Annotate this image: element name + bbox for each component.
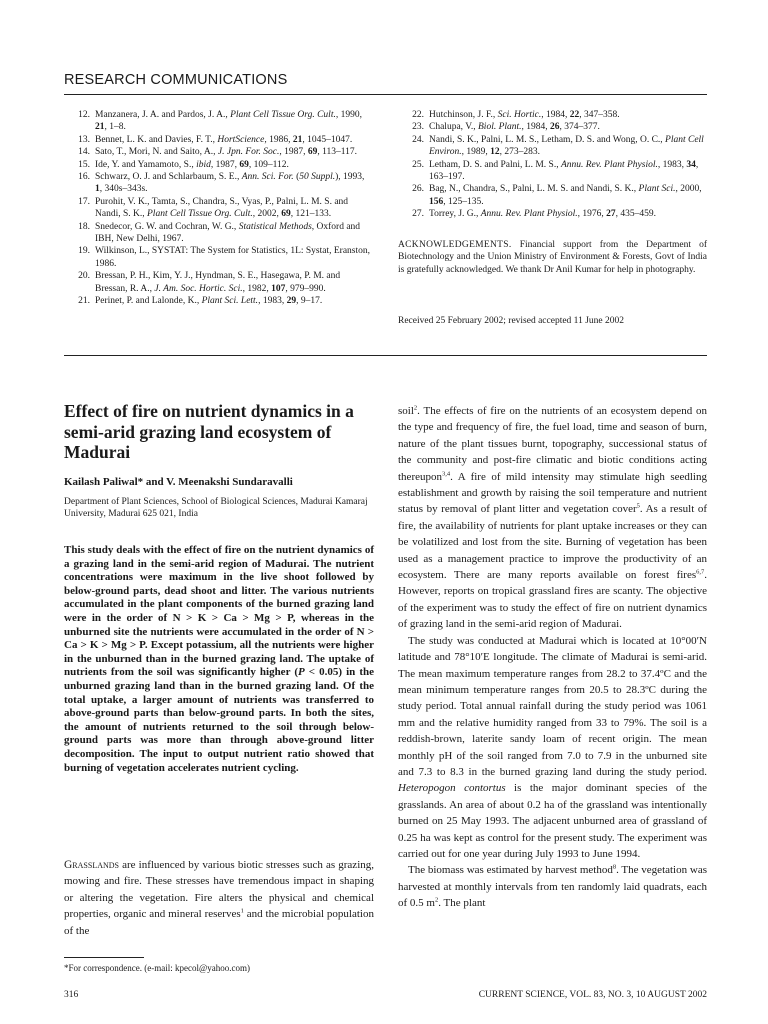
section-divider bbox=[64, 355, 707, 356]
reference-item: 27. Torrey, J. G., Annu. Rev. Plant Physiol., 1976, 27, 435–459. bbox=[412, 209, 657, 220]
reference-item: 22. Hutchinson, J. F., Sci. Hortic., 1984, 22, 347–358. bbox=[412, 110, 620, 120]
page-number: 316 bbox=[64, 990, 79, 1000]
reference-item: 16. Schwarz, O. J. and Schlarbaum, S. E., Ann. Sci. For. (50 Suppl.), 1993, 1, 340s–343s. bbox=[78, 172, 365, 195]
introduction-paragraph: Grasslands are influenced by various biotic stresses such as grazing, mowing and fire. These stresses have tremendous impact in shaping or altering the vegetation. Fire alters the physical and chemical properties, organic and mineral reserves$^1$ and the microbial population of the bbox=[64, 859, 374, 937]
body-paragraph: The biomass was estimated by harvest method$^8$. The vegetation was harvested at monthly intervals from ten randomly laid quadrats, each of 0.5 $m^2$. The plant bbox=[398, 863, 707, 910]
reference-item: 21. Perinet, P. and Lalonde, K., Plant Sci. Lett., 1983, 29, 9–17. bbox=[78, 296, 323, 307]
abstract: This study deals with the effect of fire on the nutrient dynamics of a grazing land in the semi-arid region of Madurai. The nutrient concentrations were maximum in the live shoot followed by below-ground parts, dead shoot and litter. The various nutrients accumulated in the plant components of the burned grazing land were in the order of N > K > Ca > Mg > P, whereas in the unburned site the nutrients were accumulated in the order of N > Ca > K > Mg > P. Except potassium, all the nutrients were higher in the unburned than in the burned grazing land. The uptake of nutrients from the soil was significantly higher (P < 0.05) in the unburned grazing land than in the burned grazing land. Of the total uptake, a larger amount of nutrients was transferred to above-ground parts than below-ground parts. In both the sites, the amount of nutrients returned to the soil through below-ground parts was more than through above-ground litter decomposition. The input to output nutrient ratio showed that burning of vegetation accelerates nutrient cycling. bbox=[64, 544, 374, 774]
correspondence-footnote: *For correspondence. (e-mail: kpecol@yahoo.com) bbox=[64, 963, 250, 973]
reference-item: 23. Chalupa, V., Biol. Plant., 1984, 26, 374–377. bbox=[412, 122, 600, 133]
reference-item: 24. Nandi, S. K., Palni, L. M. S., Letham, D. S. and Wong, O. C., Plant Cell Environ., 1989, 12, 273–283. bbox=[412, 134, 704, 158]
reference-item: 14. Sato, T., Mori, N. and Saito, A., J. Jpn. For. Soc., 1987, 69, 113–117. bbox=[78, 147, 358, 158]
reference-item: 13. Bennet, L. K. and Davies, F. T., HortScience, 1986, 21, 1045–1047. bbox=[78, 134, 353, 145]
journal-footer: CURRENT SCIENCE, VOL. 83, NO. 3, 10 AUGUST 2002 bbox=[478, 990, 707, 1000]
received-date: Received 25 February 2002; revised accepted 11 June 2002 bbox=[398, 316, 624, 326]
footnote-rule bbox=[64, 957, 144, 958]
body-text-right bbox=[398, 403, 707, 912]
top-rule bbox=[64, 94, 707, 95]
reference-item: 20. Bressan, P. H., Kim, Y. J., Hyndman, S. E., Hasegawa, P. M. and Bressan, R. A., J. Am. Soc. Hortic. Sci., 1982, 107, 979–990. bbox=[78, 271, 341, 294]
reference-list-left bbox=[64, 109, 372, 308]
reference-item: 17. Purohit, V. K., Tamta, S., Chandra, S., Vyas, P., Palni, L. M. S. and Nandi, S. K., Plant Cell Tissue Org. Cult., 2002, 69, 121–133. bbox=[78, 196, 349, 220]
acknowledgements: ACKNOWLEDGEMENTS. Financial support from the Department of Biotechnology and the Union Ministry of Environment & Forests, Govt of India is gratefully acknowledged. We thank Dr Anil Kumar for help in photography. bbox=[398, 240, 707, 275]
reference-item: 25. Letham, D. S. and Palni, L. M. S., Annu. Rev. Plant Physiol., 1983, 34, 163–197. bbox=[412, 159, 699, 183]
section-label: RESEARCH COMMUNICATIONS bbox=[64, 72, 288, 88]
reference-item: 18. Snedecor, G. W. and Cochran, W. G., Statistical Methods, Oxford and IBH, New Delhi, 1967. bbox=[78, 221, 361, 245]
author-affiliation: Department of Plant Sciences, School of Biological Sciences, Madurai Kamaraj University, Madurai 625 021, India bbox=[64, 497, 368, 520]
article-title: Effect of fire on nutrient dynamics in a semi-arid grazing land ecosystem of Madurai bbox=[64, 401, 354, 462]
reference-item: 12. Manzanera, J. A. and Pardos, J. A., Plant Cell Tissue Org. Cult., 1990, 21, 1–8. bbox=[78, 110, 362, 133]
article-authors: Kailash Paliwal* and V. Meenakshi Sundaravalli bbox=[64, 476, 293, 488]
reference-list-right bbox=[398, 109, 707, 221]
reference-item: 26. Bag, N., Chandra, S., Palni, L. M. S. and Nandi, S. K., Plant Sci., 2000, 156, 125–135. bbox=[412, 184, 702, 207]
body-paragraph: soil$^2$. The effects of fire on the nutrients of an ecosystem depend on the type and frequency of fire, the fuel load, time and season of burn, nature of the plant tissues burnt, topography, successional status of the community and post-fire climatic and biotic conditions acting thereupon$^{3,4}$. A fire of mild intensity may stimulate high seedling establishment and growth by raising the soil temperature and nutrient status by removal of plant litter and vegetation cover$^5$. As a result of fire, the availability of nutrients for plant uptake increases or they can be volatilized and lost from the site. Burning of vegetation has been used as a management practice to improve the productivity of an ecosystem. There are many reports available on forest fires$^{6,7}$. However, reports on tropical grassland fires are scanty. The objective of the experiment was to study the effect of fire on nutrient dynamics of grazing land in the semi-arid region of Madurai. bbox=[398, 404, 707, 631]
body-paragraph: The study was conducted at Madurai which is located at 10°00′N latitude and 78°10′E longitude. The climate of Madurai is semi-arid. The mean maximum temperature ranges from 28.2 to 37.4ºC and the mean minimum temperature ranges from 20.5 to 28.3ºC during the study period. Total annual rainfall during the study period was 1061 mm and the relative humidity ranged from 33 to 79%. The soil is a reddish-brown, laterite sandy loam of recent origin. The mean monthly pH of the soil ranged from 7.0 to 7.9 in the unburned site and 7.3 to 8.3 in the burned grazing land during the study period. Heteropogon contortus is the major dominant species of the grasslands. An area of about 0.2 ha of the grassland was intentionally burned on 25 May 1993. The adjacent unburned area of grassland of 0.25 ha was kept as control for the present study. The experiment was carried out for one year during July 1993 to June 1994. bbox=[398, 634, 707, 860]
reference-item: 19. Wilkinson, L., SYSTAT: The System for Statistics, 1L: Systat, Eranston, 1986. bbox=[78, 246, 371, 269]
reference-item: 15. Ide, Y. and Yamamoto, S., ibid, 1987, 69, 109–112. bbox=[78, 159, 289, 170]
